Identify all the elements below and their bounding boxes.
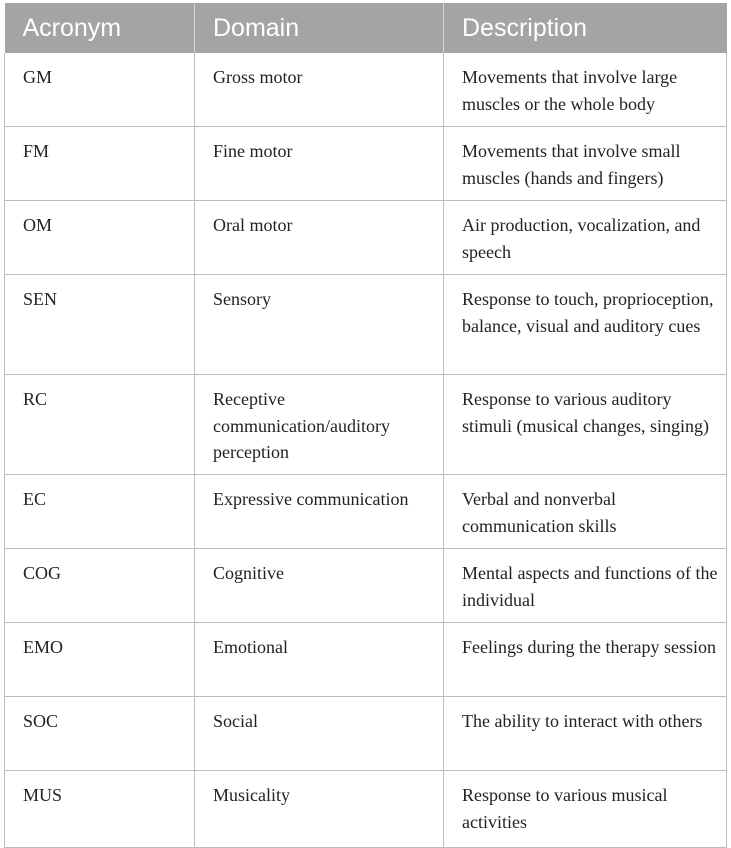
acronym-cell: SOC xyxy=(5,697,195,771)
domain-cell: Fine motor xyxy=(195,127,444,201)
header-row xyxy=(5,3,727,53)
description-cell: Movements that involve large muscles or the whole body xyxy=(444,53,727,127)
description-cell: The ability to interact with others xyxy=(444,697,727,771)
table-row xyxy=(5,375,727,475)
domain-cell: Social xyxy=(195,697,444,771)
description-cell: Mental aspects and functions of the individual xyxy=(444,549,727,623)
acronym-cell: MUS xyxy=(5,771,195,848)
domain-cell: Oral motor xyxy=(195,201,444,275)
table-row xyxy=(5,275,727,375)
acronym-cell: FM xyxy=(5,127,195,201)
domain-cell: Receptive communication/auditory perception xyxy=(195,375,444,475)
domains-table xyxy=(4,3,727,848)
domain-cell: Emotional xyxy=(195,623,444,697)
table-row xyxy=(5,771,727,848)
table-row xyxy=(5,697,727,771)
domain-cell: Sensory xyxy=(195,275,444,375)
acronym-cell: COG xyxy=(5,549,195,623)
domain-cell: Musicality xyxy=(195,771,444,848)
table-row xyxy=(5,623,727,697)
table-header xyxy=(5,3,727,53)
description-cell: Verbal and nonverbal communication skills xyxy=(444,475,727,549)
table-row xyxy=(5,201,727,275)
header-domain: Domain xyxy=(195,3,444,53)
domain-cell: Expressive communication xyxy=(195,475,444,549)
description-cell: Response to touch, proprioception, balance, visual and auditory cues xyxy=(444,275,727,375)
table-row xyxy=(5,549,727,623)
acronym-cell: SEN xyxy=(5,275,195,375)
acronym-cell: EC xyxy=(5,475,195,549)
description-cell: Response to various auditory stimuli (musical changes, singing) xyxy=(444,375,727,475)
description-cell: Air production, vocalization, and speech xyxy=(444,201,727,275)
table-row xyxy=(5,53,727,127)
acronym-cell: EMO xyxy=(5,623,195,697)
table-row xyxy=(5,475,727,549)
domain-cell: Gross motor xyxy=(195,53,444,127)
acronym-cell: OM xyxy=(5,201,195,275)
description-cell: Response to various musical activities xyxy=(444,771,727,848)
description-cell: Feelings during the therapy session xyxy=(444,623,727,697)
acronym-cell: RC xyxy=(5,375,195,475)
description-cell: Movements that involve small muscles (hands and fingers) xyxy=(444,127,727,201)
acronym-cell: GM xyxy=(5,53,195,127)
header-description: Description xyxy=(444,3,727,53)
domain-cell: Cognitive xyxy=(195,549,444,623)
header-acronym: Acronym xyxy=(5,3,195,53)
domains-table-container xyxy=(4,3,726,848)
table-row xyxy=(5,127,727,201)
table-body xyxy=(5,53,727,848)
